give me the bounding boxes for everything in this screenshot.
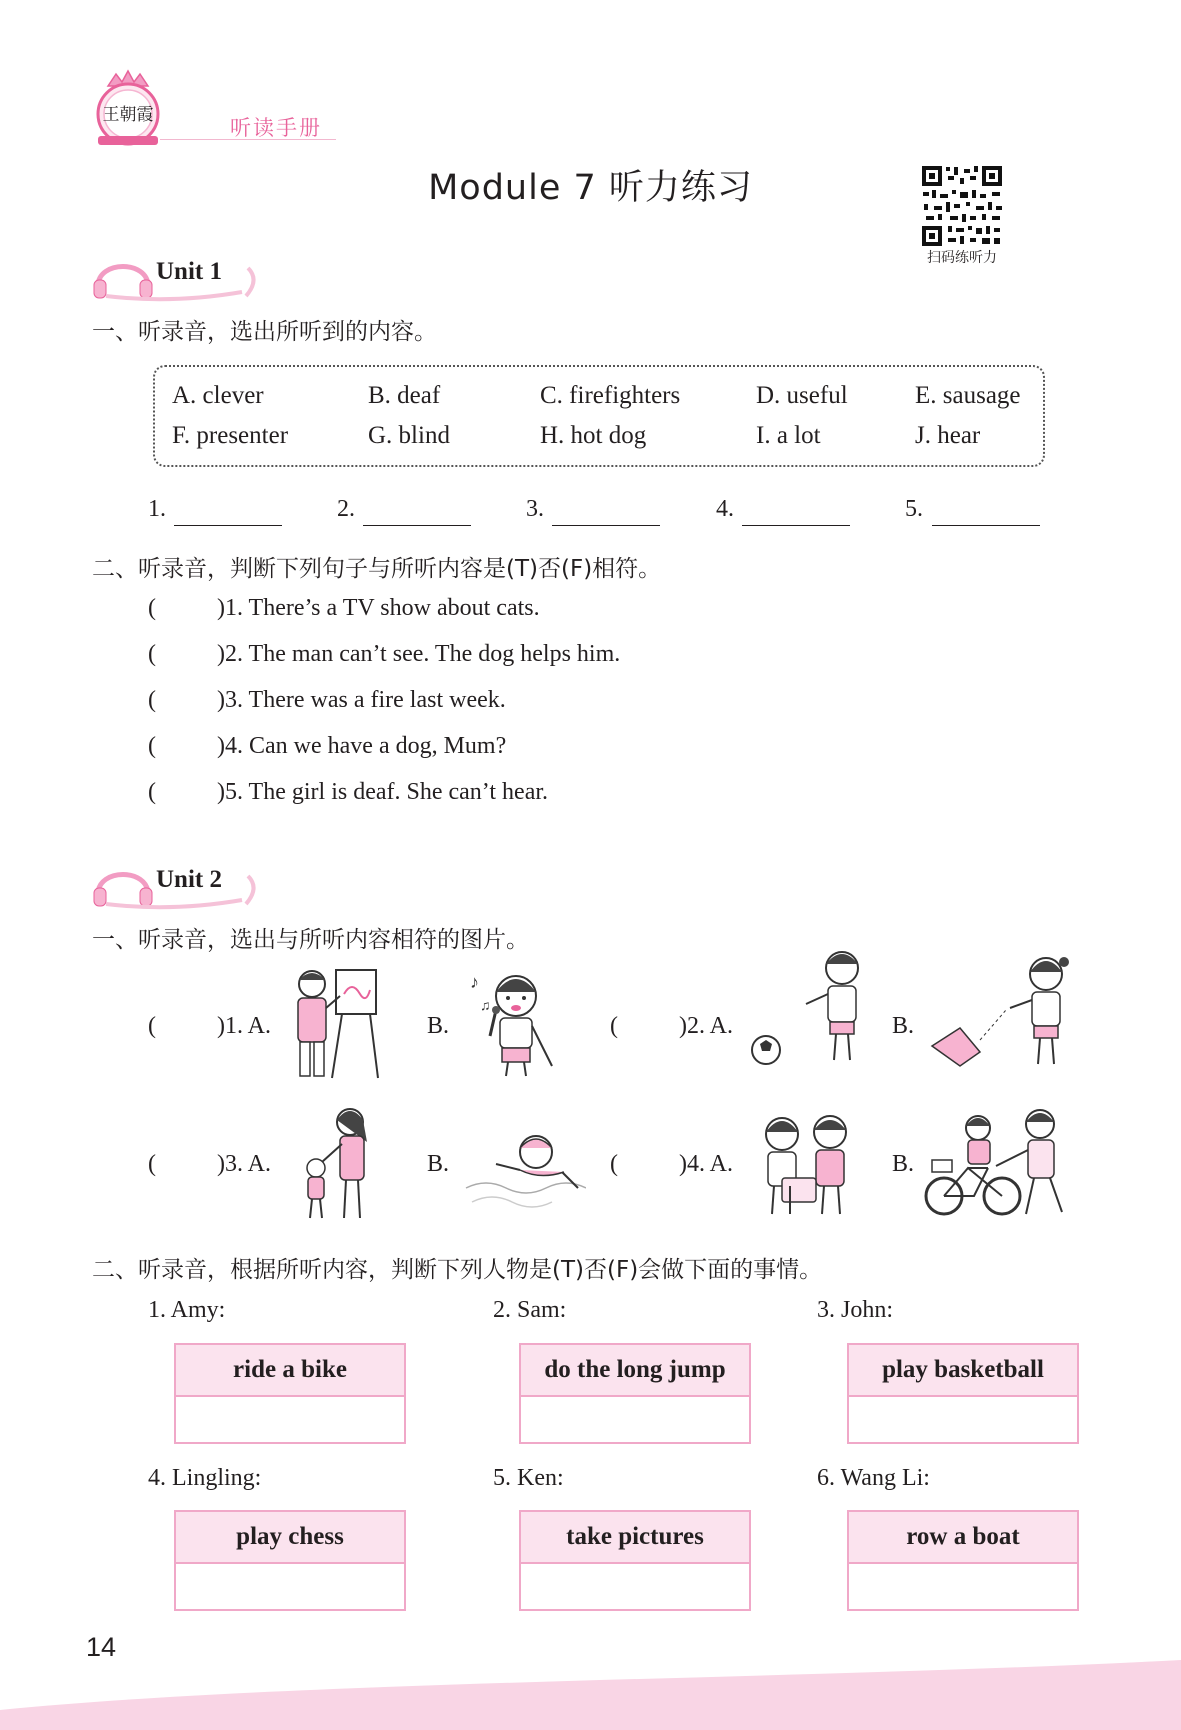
tf-statement: )2. The man can’t see. The dog helps him. [217, 641, 621, 667]
handbook-label: 听读手册 [230, 116, 322, 140]
unit1-badge [92, 246, 272, 302]
tf-statement: )5. The girl is deaf. She can’t hear. [217, 779, 549, 805]
answer-cell[interactable] [521, 1564, 749, 1611]
blank-number: 4. [716, 496, 734, 522]
picture-option-b: B. [892, 1013, 915, 1039]
unit1-section1-heading: 一、听录音，选出所听到的内容。 [92, 319, 437, 345]
answer-blank[interactable] [363, 525, 471, 526]
tf-statement: )4. Can we have a dog, Mum? [217, 733, 507, 759]
word-option: F. presenter [172, 422, 289, 449]
svg-text:王朝霞: 王朝霞 [102, 105, 154, 125]
picture-option-b: B. [427, 1151, 450, 1177]
girl-riding-bike-picture[interactable] [922, 1106, 1072, 1220]
page-number: 14 [86, 1632, 117, 1662]
person-name: 3. John: [817, 1297, 894, 1323]
person-name: 4. Lingling: [148, 1465, 262, 1491]
picture-option-b: B. [427, 1013, 450, 1039]
activity-box [519, 1343, 751, 1444]
word-option: C. firefighters [540, 382, 681, 409]
activity-box [519, 1510, 751, 1611]
activity-label: play basketball [849, 1345, 1077, 1397]
answer-cell[interactable] [849, 1564, 1077, 1611]
page-title: Module 7 听力练习 [428, 168, 753, 208]
unit1-label: Unit 1 [156, 258, 222, 285]
answer-cell[interactable] [176, 1564, 404, 1611]
answer-paren[interactable]: ( [610, 1013, 618, 1039]
unit2-badge [92, 854, 272, 910]
baby-walking-picture[interactable] [298, 1106, 380, 1224]
svg-text:♪: ♪ [470, 972, 479, 992]
word-option: A. clever [172, 382, 264, 409]
svg-text:♫: ♫ [480, 999, 491, 1014]
answer-paren[interactable]: ( [148, 733, 156, 759]
publisher-logo [88, 68, 168, 148]
kids-with-bag-picture[interactable] [756, 1110, 856, 1216]
picture-question-label: )4. A. [679, 1151, 733, 1177]
activity-box [847, 1510, 1079, 1611]
activity-box [847, 1343, 1079, 1444]
activity-label: row a boat [849, 1512, 1077, 1564]
unit2-label: Unit 2 [156, 866, 222, 893]
word-option: H. hot dog [540, 422, 647, 449]
girl-kite-picture[interactable] [928, 950, 1078, 1070]
activity-box [174, 1343, 406, 1444]
word-option: I. a lot [756, 422, 821, 449]
answer-paren[interactable]: ( [148, 1013, 156, 1039]
boy-ball-picture[interactable] [746, 944, 866, 1068]
word-option: D. useful [756, 382, 848, 409]
answer-paren[interactable]: ( [148, 641, 156, 667]
blank-number: 1. [148, 496, 166, 522]
activity-label: do the long jump [521, 1345, 749, 1397]
picture-question-label: )3. A. [217, 1151, 271, 1177]
blank-number: 5. [905, 496, 923, 522]
person-name: 6. Wang Li: [817, 1465, 930, 1491]
answer-cell[interactable] [176, 1397, 404, 1444]
footer-band [0, 1660, 1181, 1730]
blank-number: 2. [337, 496, 355, 522]
picture-question-label: )1. A. [217, 1013, 271, 1039]
activity-label: take pictures [521, 1512, 749, 1564]
unit2-section1-heading: 一、听录音，选出与所听内容相符的图片。 [92, 927, 529, 953]
answer-cell[interactable] [521, 1397, 749, 1444]
girl-swimming-picture[interactable] [462, 1118, 586, 1214]
picture-option-b: B. [892, 1151, 915, 1177]
answer-paren[interactable]: ( [148, 779, 156, 805]
unit2-section2-heading: 二、听录音，根据所听内容，判断下列人物是(T)否(F)会做下面的事情。 [92, 1257, 823, 1283]
answer-blank[interactable] [552, 525, 660, 526]
answer-paren[interactable]: ( [610, 1151, 618, 1177]
answer-cell[interactable] [849, 1397, 1077, 1444]
tf-statement: )3. There was a fire last week. [217, 687, 506, 713]
unit1-section2-heading: 二、听录音，判断下列句子与所听内容是(T)否(F)相符。 [92, 556, 662, 582]
activity-label: play chess [176, 1512, 404, 1564]
answer-blank[interactable] [932, 525, 1040, 526]
answer-blank[interactable] [174, 525, 282, 526]
activity-box [174, 1510, 406, 1611]
qr-caption: 扫码练听力 [927, 250, 997, 266]
blank-number: 3. [526, 496, 544, 522]
answer-blank[interactable] [742, 525, 850, 526]
person-name: 5. Ken: [493, 1465, 564, 1491]
word-option: G. blind [368, 422, 450, 449]
answer-paren[interactable]: ( [148, 595, 156, 621]
answer-paren[interactable]: ( [148, 1151, 156, 1177]
answer-paren[interactable]: ( [148, 687, 156, 713]
activity-label: ride a bike [176, 1345, 404, 1397]
person-name: 1. Amy: [148, 1297, 226, 1323]
boy-painting-picture[interactable] [286, 962, 386, 1082]
word-option: B. deaf [368, 382, 441, 409]
word-option: J. hear [915, 422, 981, 449]
boy-singing-picture[interactable] [466, 966, 562, 1078]
picture-question-label: )2. A. [679, 1013, 733, 1039]
person-name: 2. Sam: [493, 1297, 567, 1323]
word-bank [153, 365, 1045, 467]
qr-code[interactable] [920, 164, 1004, 248]
word-option: E. sausage [915, 382, 1021, 409]
tf-statement: )1. There’s a TV show about cats. [217, 595, 540, 621]
